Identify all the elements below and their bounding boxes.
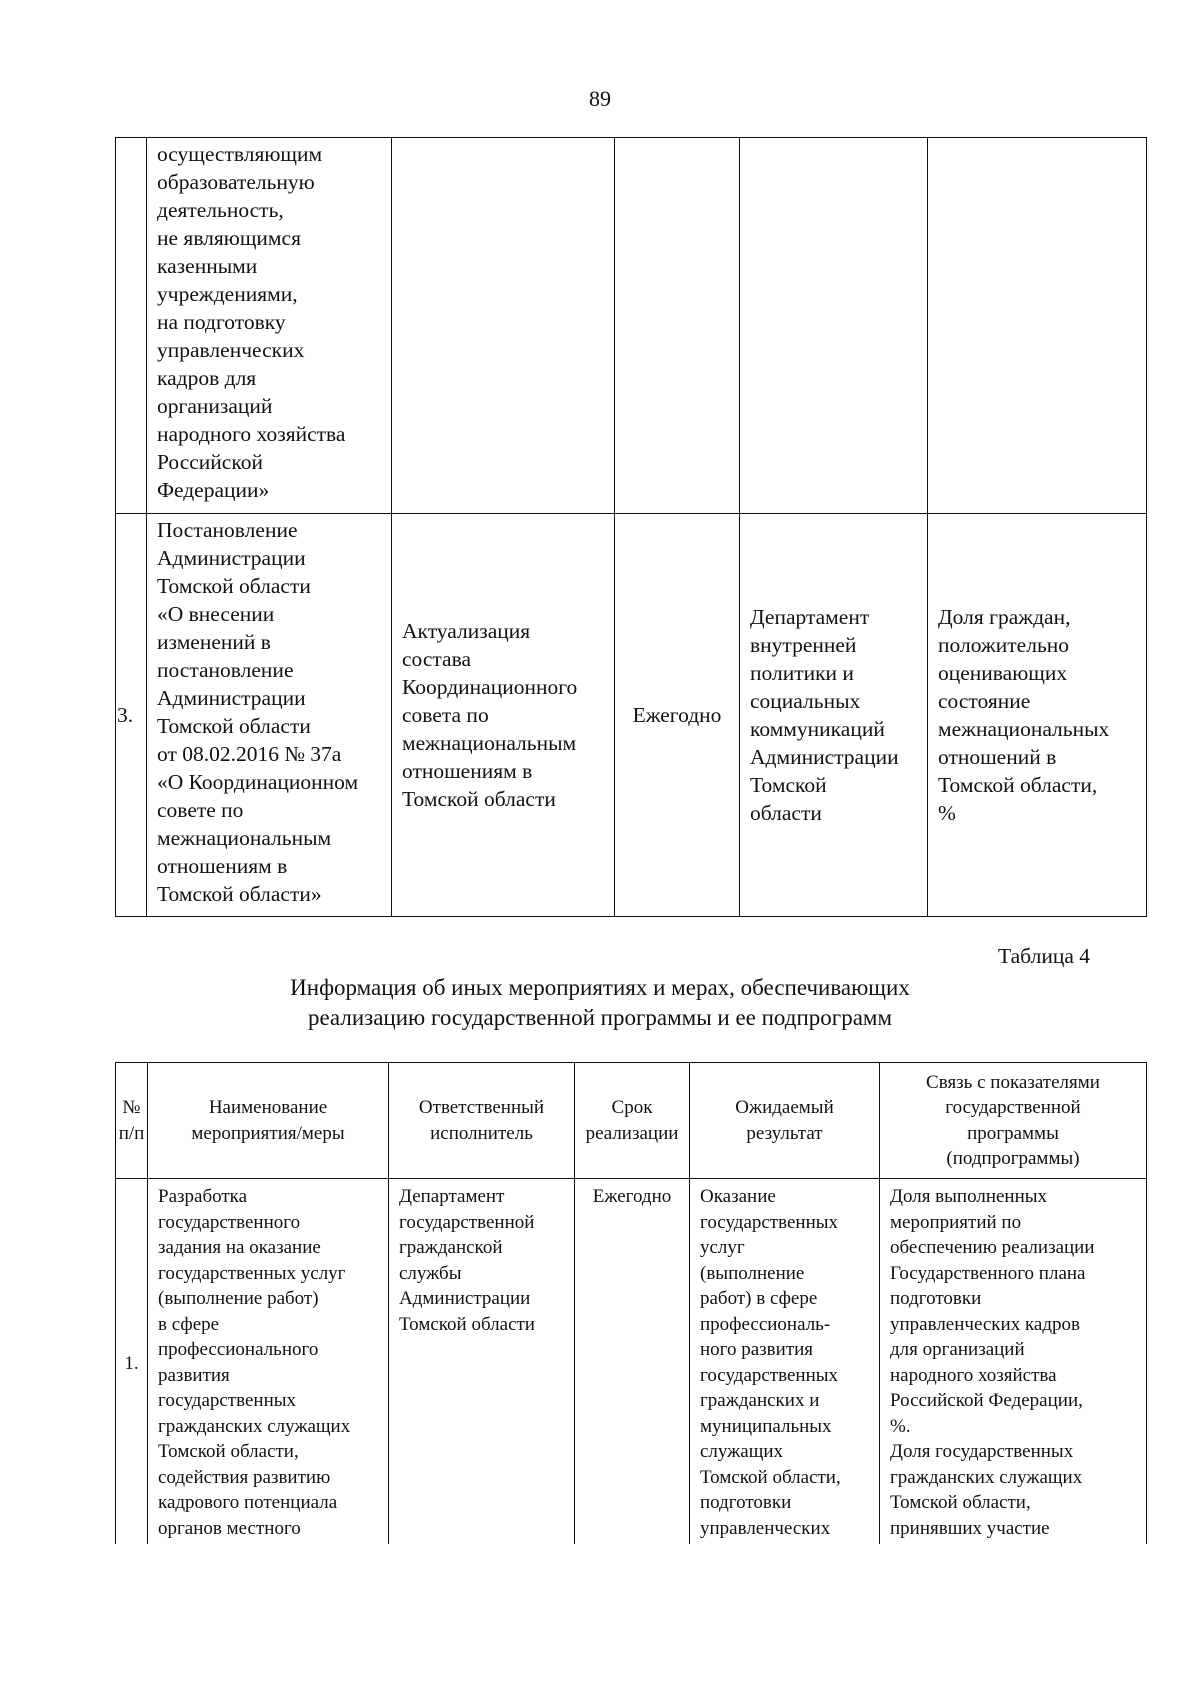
indicator-link-cell: Доля выполненных мероприятий по обеспечению реализации Государственного плана подготовки управленческих кадров для организаций народного хозяйства Российской Федерации, %. Доля государственных гражданских служащих Томской области, принявших участие <box>880 1179 1147 1545</box>
term-cell <box>615 138 740 514</box>
executor-cell: Департамент внутренней политики и социальных коммуникаций Администрации Томской области <box>740 514 928 917</box>
table-title: Информация об иных мероприятиях и мерах, обеспечивающих реализацию государственной программы и ее подпрограмм <box>290 975 910 1030</box>
legal-act-cell: осуществляющим образовательную деятельность, не являющимся казенными учреждениями, на подготовку управленческих кадров для организаций народного хозяйства Российской Федерации» <box>147 138 392 514</box>
legal-act-cell: Постановление Администрации Томской области «О внесении изменений в постановление Администрации Томской области от 08.02.2016 № 37а «О Координационном совете по межнациональным отношениям в Томской области» <box>147 514 392 917</box>
purpose-cell: Актуализация состава Координационного совета по межнациональным отношениям в Томской области <box>392 514 615 917</box>
header-term: Срок реализации <box>575 1063 690 1179</box>
row-number: 3. <box>116 514 147 917</box>
measures-table-continued <box>115 137 1147 917</box>
header-result: Ожидаемый результат <box>690 1063 880 1179</box>
result-cell: Оказание государственных услуг (выполнение работ) в сфере профессиональ- ного развития государственных гражданских и муниципальных служащих Томской области, подготовки управленческих <box>690 1179 880 1545</box>
indicator-cell <box>928 138 1147 514</box>
table-row <box>116 1179 1147 1545</box>
term-cell: Ежегодно <box>615 514 740 917</box>
executor-cell <box>740 138 928 514</box>
table-row <box>116 514 1147 917</box>
indicator-cell: Доля граждан, положительно оценивающих состояние межнациональных отношений в Томской области, % <box>928 514 1147 917</box>
row-number: 1. <box>116 1179 148 1545</box>
measure-name-cell: Разработка государственного задания на оказание государственных услуг (выполнение работ) в сфере профессионального развития государственных гражданских служащих Томской области, содействия развитию кадрового потенциала органов местного <box>148 1179 389 1545</box>
table-label: Таблица 4 <box>998 944 1090 968</box>
header-link: Связь с показателями государственной программы (подпрограммы) <box>880 1063 1147 1179</box>
term-cell: Ежегодно <box>575 1179 690 1545</box>
executor-cell: Департамент государственной гражданской службы Администрации Томской области <box>389 1179 575 1545</box>
table-header-row <box>116 1063 1147 1179</box>
page-number: 89 <box>589 86 611 111</box>
header-num: № п/п <box>116 1063 148 1179</box>
header-executor: Ответственный исполнитель <box>389 1063 575 1179</box>
purpose-cell <box>392 138 615 514</box>
header-name: Наименование мероприятия/меры <box>148 1063 389 1179</box>
table-row <box>116 138 1147 514</box>
other-measures-table <box>115 1062 1147 1544</box>
row-number <box>116 138 147 514</box>
